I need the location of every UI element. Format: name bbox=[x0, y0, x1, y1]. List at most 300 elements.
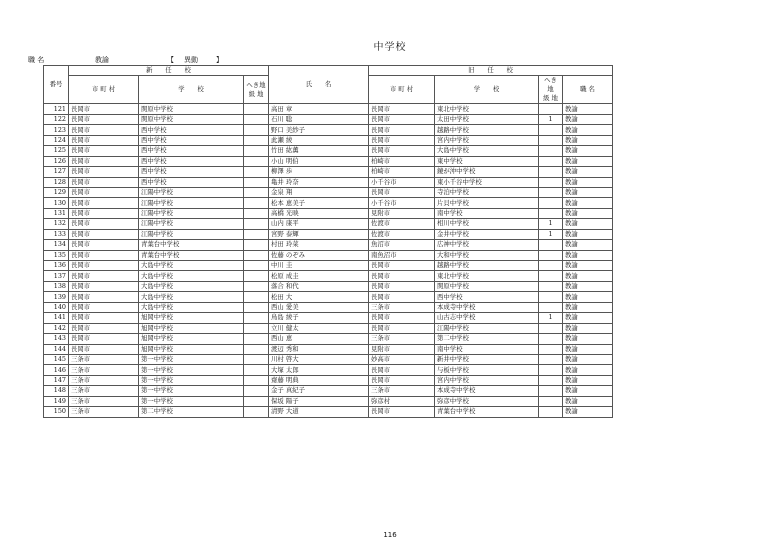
cell-no: 145 bbox=[44, 354, 69, 364]
cell-old-rank bbox=[539, 302, 563, 312]
cell-no: 139 bbox=[44, 292, 69, 302]
cell-name: 佐藤 のぞみ bbox=[269, 250, 369, 260]
cell-old-school: 東小千谷中学校 bbox=[435, 177, 539, 187]
cell-no: 129 bbox=[44, 187, 69, 197]
cell-position: 教諭 bbox=[563, 407, 613, 417]
cell-new-city: 長岡市 bbox=[69, 334, 139, 344]
cell-old-school: 東北中学校 bbox=[435, 271, 539, 281]
cell-name: 高田 章 bbox=[269, 104, 369, 114]
table-row bbox=[44, 281, 613, 291]
cell-new-school: 西中学校 bbox=[139, 167, 244, 177]
cell-new-school: 旭岡中学校 bbox=[139, 334, 244, 344]
cell-name: 村田 玲菜 bbox=[269, 240, 369, 250]
table-row bbox=[44, 292, 613, 302]
cell-old-city: 長岡市 bbox=[369, 146, 435, 156]
cell-new-city: 長岡市 bbox=[69, 281, 139, 291]
cell-no: 122 bbox=[44, 114, 69, 124]
cell-new-school: 大島中学校 bbox=[139, 281, 244, 291]
cell-new-city: 長岡市 bbox=[69, 240, 139, 250]
cell-new-rank bbox=[244, 135, 269, 145]
cell-position: 教諭 bbox=[563, 135, 613, 145]
cell-old-city: 妙高市 bbox=[369, 354, 435, 364]
cell-name: 山内 康平 bbox=[269, 219, 369, 229]
table-row bbox=[44, 365, 613, 375]
cell-old-school: 宮内中学校 bbox=[435, 375, 539, 385]
cell-position: 教諭 bbox=[563, 396, 613, 406]
cell-new-rank bbox=[244, 187, 269, 197]
cell-new-school: 第一中学校 bbox=[139, 354, 244, 364]
cell-old-city: 三条市 bbox=[369, 334, 435, 344]
cell-new-city: 長岡市 bbox=[69, 302, 139, 312]
cell-new-rank bbox=[244, 177, 269, 187]
cell-new-city: 三条市 bbox=[69, 396, 139, 406]
cell-position: 教諭 bbox=[563, 302, 613, 312]
table-row bbox=[44, 208, 613, 218]
cell-old-school: 青葉台中学校 bbox=[435, 407, 539, 417]
cell-new-school: 旭岡中学校 bbox=[139, 313, 244, 323]
cell-new-rank bbox=[244, 396, 269, 406]
cell-old-rank bbox=[539, 198, 563, 208]
cell-new-school: 第一中学校 bbox=[139, 396, 244, 406]
cell-no: 148 bbox=[44, 386, 69, 396]
cell-old-city: 佐渡市 bbox=[369, 229, 435, 239]
table-row bbox=[44, 334, 613, 344]
cell-old-school: 江陽中学校 bbox=[435, 323, 539, 333]
cell-no: 132 bbox=[44, 219, 69, 229]
cell-name: 松原 成圭 bbox=[269, 271, 369, 281]
cell-new-city: 長岡市 bbox=[69, 125, 139, 135]
cell-old-rank bbox=[539, 187, 563, 197]
cell-new-city: 長岡市 bbox=[69, 135, 139, 145]
table-row bbox=[44, 240, 613, 250]
cell-position: 教諭 bbox=[563, 375, 613, 385]
table-row bbox=[44, 177, 613, 187]
cell-position: 教諭 bbox=[563, 292, 613, 302]
cell-no: 146 bbox=[44, 365, 69, 375]
cell-new-school: 関原中学校 bbox=[139, 104, 244, 114]
cell-old-rank bbox=[539, 177, 563, 187]
cell-old-city: 小千谷市 bbox=[369, 198, 435, 208]
cell-name: 保坂 陽子 bbox=[269, 396, 369, 406]
cell-new-rank bbox=[244, 334, 269, 344]
cell-old-city: 長岡市 bbox=[369, 407, 435, 417]
cell-new-rank bbox=[244, 281, 269, 291]
table-row bbox=[44, 323, 613, 333]
cell-old-school: 南中学校 bbox=[435, 344, 539, 354]
cell-position: 教諭 bbox=[563, 386, 613, 396]
header-new-school: 新 任 校 bbox=[69, 66, 269, 76]
cell-name: 大塚 太郎 bbox=[269, 365, 369, 375]
cell-new-city: 長岡市 bbox=[69, 114, 139, 124]
table-row bbox=[44, 187, 613, 197]
cell-new-school: 大島中学校 bbox=[139, 271, 244, 281]
cell-no: 135 bbox=[44, 250, 69, 260]
cell-new-rank bbox=[244, 114, 269, 124]
meta-bracket-close: 】 bbox=[216, 56, 223, 64]
cell-new-city: 長岡市 bbox=[69, 219, 139, 229]
table-row bbox=[44, 229, 613, 239]
cell-old-city: 小千谷市 bbox=[369, 177, 435, 187]
cell-old-city: 長岡市 bbox=[369, 292, 435, 302]
cell-old-rank bbox=[539, 271, 563, 281]
cell-new-rank bbox=[244, 302, 269, 312]
header-old-school: 旧 任 校 bbox=[369, 66, 613, 76]
page-title: 中学校 bbox=[373, 42, 407, 53]
cell-no: 142 bbox=[44, 323, 69, 333]
cell-new-rank bbox=[244, 240, 269, 250]
cell-old-city: 佐渡市 bbox=[369, 219, 435, 229]
cell-new-rank bbox=[244, 198, 269, 208]
cell-new-rank bbox=[244, 167, 269, 177]
cell-name: 鳥島 綾子 bbox=[269, 313, 369, 323]
cell-old-rank bbox=[539, 261, 563, 271]
cell-old-city: 長岡市 bbox=[369, 261, 435, 271]
cell-new-rank bbox=[244, 386, 269, 396]
cell-new-school: 大島中学校 bbox=[139, 302, 244, 312]
cell-position: 教諭 bbox=[563, 229, 613, 239]
cell-name: 此瀬 綾 bbox=[269, 135, 369, 145]
cell-new-school: 第一中学校 bbox=[139, 375, 244, 385]
cell-new-school: 江陽中学校 bbox=[139, 198, 244, 208]
cell-name: 宮野 泰輝 bbox=[269, 229, 369, 239]
cell-name: 竹田 紘薫 bbox=[269, 146, 369, 156]
table-row bbox=[44, 156, 613, 166]
cell-old-city: 長岡市 bbox=[369, 104, 435, 114]
cell-old-city: 長岡市 bbox=[369, 125, 435, 135]
cell-new-rank bbox=[244, 250, 269, 260]
cell-position: 教諭 bbox=[563, 177, 613, 187]
cell-old-school: 鏡が沖中学校 bbox=[435, 167, 539, 177]
cell-new-school: 江陽中学校 bbox=[139, 187, 244, 197]
cell-new-rank bbox=[244, 156, 269, 166]
cell-new-city: 長岡市 bbox=[69, 313, 139, 323]
table-row bbox=[44, 198, 613, 208]
cell-position: 教諭 bbox=[563, 281, 613, 291]
cell-old-rank bbox=[539, 386, 563, 396]
cell-new-rank bbox=[244, 407, 269, 417]
cell-new-city: 長岡市 bbox=[69, 177, 139, 187]
cell-new-city: 長岡市 bbox=[69, 167, 139, 177]
cell-new-rank bbox=[244, 323, 269, 333]
header-number: 番号 bbox=[44, 66, 69, 104]
cell-new-school: 江陽中学校 bbox=[139, 219, 244, 229]
cell-new-city: 長岡市 bbox=[69, 156, 139, 166]
cell-old-rank bbox=[539, 104, 563, 114]
meta-category: 異動 bbox=[184, 56, 198, 64]
cell-old-city: 長岡市 bbox=[369, 187, 435, 197]
cell-new-school: 旭岡中学校 bbox=[139, 344, 244, 354]
cell-no: 133 bbox=[44, 229, 69, 239]
table-row bbox=[44, 344, 613, 354]
table-row bbox=[44, 271, 613, 281]
cell-old-school: 西中学校 bbox=[435, 292, 539, 302]
cell-no: 131 bbox=[44, 208, 69, 218]
cell-new-school: 西中学校 bbox=[139, 146, 244, 156]
cell-old-school: 関原中学校 bbox=[435, 281, 539, 291]
cell-old-rank bbox=[539, 250, 563, 260]
cell-no: 125 bbox=[44, 146, 69, 156]
cell-new-city: 長岡市 bbox=[69, 323, 139, 333]
cell-old-city: 長岡市 bbox=[369, 323, 435, 333]
cell-name: 中川 圭 bbox=[269, 261, 369, 271]
cell-new-rank bbox=[244, 261, 269, 271]
cell-name: 石川 聡 bbox=[269, 114, 369, 124]
cell-old-rank bbox=[539, 167, 563, 177]
header-old-school-name: 学 校 bbox=[435, 76, 539, 104]
cell-no: 127 bbox=[44, 167, 69, 177]
cell-old-rank bbox=[539, 146, 563, 156]
cell-new-city: 長岡市 bbox=[69, 271, 139, 281]
cell-old-school: 太田中学校 bbox=[435, 114, 539, 124]
cell-old-rank: 1 bbox=[539, 219, 563, 229]
cell-name: 落合 和代 bbox=[269, 281, 369, 291]
cell-new-school: 関原中学校 bbox=[139, 114, 244, 124]
cell-new-school: 大島中学校 bbox=[139, 261, 244, 271]
cell-no: 143 bbox=[44, 334, 69, 344]
table-row bbox=[44, 354, 613, 364]
header-old-city: 市 町 村 bbox=[369, 76, 435, 104]
cell-old-rank bbox=[539, 365, 563, 375]
cell-new-school: 西中学校 bbox=[139, 177, 244, 187]
cell-old-school: 大和中学校 bbox=[435, 250, 539, 260]
cell-old-city: 弥彦村 bbox=[369, 396, 435, 406]
cell-new-school: 江陽中学校 bbox=[139, 208, 244, 218]
cell-old-rank bbox=[539, 354, 563, 364]
table-body bbox=[44, 104, 613, 417]
cell-position: 教諭 bbox=[563, 334, 613, 344]
cell-position: 教諭 bbox=[563, 198, 613, 208]
cell-new-rank bbox=[244, 344, 269, 354]
cell-old-school: 本成寺中学校 bbox=[435, 302, 539, 312]
cell-old-school: 第二中学校 bbox=[435, 334, 539, 344]
cell-new-city: 長岡市 bbox=[69, 229, 139, 239]
cell-new-rank bbox=[244, 208, 269, 218]
cell-position: 教諭 bbox=[563, 187, 613, 197]
cell-new-school: 青葉台中学校 bbox=[139, 240, 244, 250]
meta-label: 職 名 bbox=[28, 56, 45, 64]
cell-old-city: 南魚沼市 bbox=[369, 250, 435, 260]
cell-no: 138 bbox=[44, 281, 69, 291]
cell-position: 教諭 bbox=[563, 219, 613, 229]
cell-new-rank bbox=[244, 313, 269, 323]
cell-new-school: 第二中学校 bbox=[139, 407, 244, 417]
cell-old-rank bbox=[539, 396, 563, 406]
table-row bbox=[44, 375, 613, 385]
cell-old-city: 長岡市 bbox=[369, 271, 435, 281]
cell-new-city: 三条市 bbox=[69, 407, 139, 417]
cell-old-rank bbox=[539, 208, 563, 218]
cell-no: 121 bbox=[44, 104, 69, 114]
cell-no: 123 bbox=[44, 125, 69, 135]
cell-new-school: 青葉台中学校 bbox=[139, 250, 244, 260]
cell-old-rank bbox=[539, 375, 563, 385]
cell-name: 柳澤 歩 bbox=[269, 167, 369, 177]
cell-position: 教諭 bbox=[563, 125, 613, 135]
cell-new-rank bbox=[244, 271, 269, 281]
cell-new-school: 大島中学校 bbox=[139, 292, 244, 302]
cell-old-rank bbox=[539, 344, 563, 354]
cell-position: 教諭 bbox=[563, 156, 613, 166]
cell-old-rank: 1 bbox=[539, 313, 563, 323]
cell-old-rank bbox=[539, 334, 563, 344]
cell-old-rank bbox=[539, 125, 563, 135]
cell-name: 亀井 玲奈 bbox=[269, 177, 369, 187]
cell-name: 川村 啓大 bbox=[269, 354, 369, 364]
cell-old-school: 大島中学校 bbox=[435, 146, 539, 156]
cell-old-city: 三条市 bbox=[369, 386, 435, 396]
table-row bbox=[44, 407, 613, 417]
cell-position: 教諭 bbox=[563, 240, 613, 250]
cell-old-city: 長岡市 bbox=[369, 114, 435, 124]
cell-old-school: 本成寺中学校 bbox=[435, 386, 539, 396]
cell-no: 147 bbox=[44, 375, 69, 385]
cell-old-school: 相川中学校 bbox=[435, 219, 539, 229]
cell-position: 教諭 bbox=[563, 261, 613, 271]
cell-old-school: 東北中学校 bbox=[435, 104, 539, 114]
cell-old-city: 見附市 bbox=[369, 208, 435, 218]
cell-no: 124 bbox=[44, 135, 69, 145]
cell-name: 渡辺 秀和 bbox=[269, 344, 369, 354]
cell-old-school: 東中学校 bbox=[435, 156, 539, 166]
cell-old-rank bbox=[539, 292, 563, 302]
cell-new-rank bbox=[244, 125, 269, 135]
cell-new-city: 三条市 bbox=[69, 365, 139, 375]
table-row bbox=[44, 386, 613, 396]
cell-new-rank bbox=[244, 365, 269, 375]
cell-position: 教諭 bbox=[563, 271, 613, 281]
cell-new-school: 旭岡中学校 bbox=[139, 323, 244, 333]
cell-new-rank bbox=[244, 375, 269, 385]
meta-bracket-open: 【 bbox=[167, 56, 174, 64]
cell-no: 144 bbox=[44, 344, 69, 354]
table-row bbox=[44, 114, 613, 124]
cell-new-city: 三条市 bbox=[69, 375, 139, 385]
table-row bbox=[44, 135, 613, 145]
meta-value: 教諭 bbox=[95, 56, 109, 64]
header-new-remote: へき地 級 地 bbox=[244, 76, 269, 104]
transfer-table bbox=[43, 65, 613, 418]
cell-no: 134 bbox=[44, 240, 69, 250]
cell-position: 教諭 bbox=[563, 114, 613, 124]
cell-new-rank bbox=[244, 219, 269, 229]
cell-name: 野口 美紗子 bbox=[269, 125, 369, 135]
cell-name: 立川 健太 bbox=[269, 323, 369, 333]
cell-name: 金子 真紀子 bbox=[269, 386, 369, 396]
cell-position: 教諭 bbox=[563, 354, 613, 364]
cell-position: 教諭 bbox=[563, 365, 613, 375]
cell-name: 小山 明伯 bbox=[269, 156, 369, 166]
cell-old-city: 長岡市 bbox=[369, 375, 435, 385]
cell-new-rank bbox=[244, 229, 269, 239]
cell-old-rank: 1 bbox=[539, 229, 563, 239]
cell-new-city: 三条市 bbox=[69, 354, 139, 364]
cell-name: 西山 愛美 bbox=[269, 302, 369, 312]
table-row bbox=[44, 219, 613, 229]
cell-position: 教諭 bbox=[563, 146, 613, 156]
cell-no: 128 bbox=[44, 177, 69, 187]
cell-old-school: 南中学校 bbox=[435, 208, 539, 218]
cell-new-rank bbox=[244, 354, 269, 364]
cell-no: 130 bbox=[44, 198, 69, 208]
header-name: 氏 名 bbox=[269, 66, 369, 104]
cell-position: 教諭 bbox=[563, 104, 613, 114]
cell-old-school: 越路中学校 bbox=[435, 261, 539, 271]
cell-new-school: 江陽中学校 bbox=[139, 229, 244, 239]
cell-old-rank bbox=[539, 281, 563, 291]
cell-old-school: 山古志中学校 bbox=[435, 313, 539, 323]
cell-no: 140 bbox=[44, 302, 69, 312]
cell-name: 金泉 翔 bbox=[269, 187, 369, 197]
cell-old-rank bbox=[539, 240, 563, 250]
table-row bbox=[44, 146, 613, 156]
cell-new-city: 長岡市 bbox=[69, 292, 139, 302]
cell-name: 齋藤 明典 bbox=[269, 375, 369, 385]
cell-new-city: 三条市 bbox=[69, 386, 139, 396]
cell-old-school: 弥彦中学校 bbox=[435, 396, 539, 406]
cell-old-rank bbox=[539, 323, 563, 333]
table-row bbox=[44, 104, 613, 114]
cell-new-city: 長岡市 bbox=[69, 344, 139, 354]
cell-new-school: 西中学校 bbox=[139, 135, 244, 145]
cell-new-city: 長岡市 bbox=[69, 208, 139, 218]
table-row bbox=[44, 313, 613, 323]
table-row bbox=[44, 167, 613, 177]
header-new-city: 市 町 村 bbox=[69, 76, 139, 104]
cell-position: 教諭 bbox=[563, 250, 613, 260]
cell-new-rank bbox=[244, 292, 269, 302]
cell-new-city: 長岡市 bbox=[69, 250, 139, 260]
cell-new-school: 第一中学校 bbox=[139, 386, 244, 396]
cell-position: 教諭 bbox=[563, 323, 613, 333]
cell-name: 清野 大道 bbox=[269, 407, 369, 417]
cell-old-city: 柏崎市 bbox=[369, 156, 435, 166]
page-number: 116 bbox=[383, 531, 397, 539]
cell-name: 西山 恵 bbox=[269, 334, 369, 344]
cell-name: 高橋 光映 bbox=[269, 208, 369, 218]
table-row bbox=[44, 261, 613, 271]
cell-no: 149 bbox=[44, 396, 69, 406]
cell-new-city: 長岡市 bbox=[69, 104, 139, 114]
cell-new-rank bbox=[244, 104, 269, 114]
cell-old-school: 越路中学校 bbox=[435, 125, 539, 135]
cell-old-school: 寺泊中学校 bbox=[435, 187, 539, 197]
cell-name: 松田 大 bbox=[269, 292, 369, 302]
cell-old-school: 片貝中学校 bbox=[435, 198, 539, 208]
cell-old-city: 三条市 bbox=[369, 302, 435, 312]
cell-old-city: 長岡市 bbox=[369, 135, 435, 145]
table-row bbox=[44, 125, 613, 135]
cell-old-school: 宮内中学校 bbox=[435, 135, 539, 145]
cell-old-city: 魚沼市 bbox=[369, 240, 435, 250]
cell-new-city: 長岡市 bbox=[69, 146, 139, 156]
cell-position: 教諭 bbox=[563, 208, 613, 218]
cell-no: 126 bbox=[44, 156, 69, 166]
cell-old-city: 長岡市 bbox=[369, 365, 435, 375]
cell-old-city: 柏崎市 bbox=[369, 167, 435, 177]
cell-new-city: 長岡市 bbox=[69, 198, 139, 208]
cell-old-rank: 1 bbox=[539, 114, 563, 124]
cell-old-rank bbox=[539, 407, 563, 417]
table-row bbox=[44, 302, 613, 312]
cell-new-school: 第一中学校 bbox=[139, 365, 244, 375]
header-position: 職 名 bbox=[563, 76, 613, 104]
cell-old-rank bbox=[539, 135, 563, 145]
cell-new-rank bbox=[244, 146, 269, 156]
table-row bbox=[44, 250, 613, 260]
header-new-school-name: 学 校 bbox=[139, 76, 244, 104]
cell-old-city: 見附市 bbox=[369, 344, 435, 354]
cell-new-school: 西中学校 bbox=[139, 156, 244, 166]
